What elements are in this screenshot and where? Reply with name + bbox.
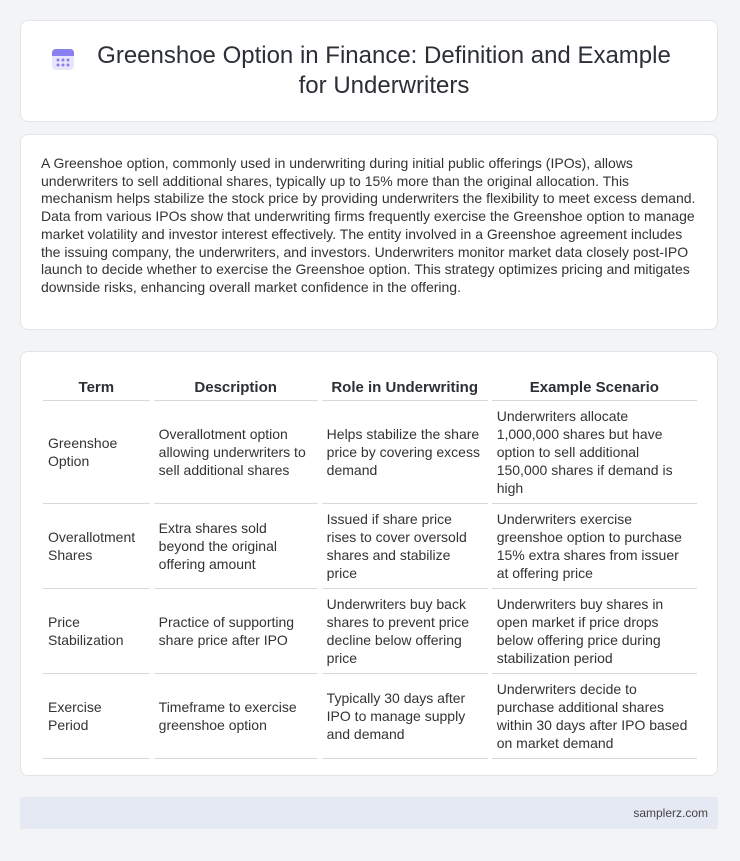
column-header-example: Example Scenario	[492, 374, 697, 401]
table-row	[43, 401, 697, 504]
table-row	[43, 504, 697, 589]
table-cell-description: Overallotment option allowing underwriters to sell additional shares	[154, 401, 318, 504]
table-cell-example: Underwriters allocate 1,000,000 shares but have option to sell additional 150,000 shares if demand is high	[492, 401, 697, 504]
summary-card	[20, 134, 718, 330]
column-header-term: Term	[43, 374, 150, 401]
table-cell-example: Underwriters exercise greenshoe option to purchase 15% extra shares from issuer at offering price	[492, 504, 697, 589]
column-header-role: Role in Underwriting	[322, 374, 488, 401]
definitions-table	[39, 374, 701, 759]
table-row	[43, 674, 697, 759]
table-cell-example: Underwriters decide to purchase additional shares within 30 days after IPO based on market demand	[492, 674, 697, 759]
footer	[20, 797, 718, 829]
table-cell-role: Issued if share price rises to cover oversold shares and stabilize price	[322, 504, 488, 589]
header-card	[20, 20, 718, 122]
summary-paragraph: A Greenshoe option, commonly used in underwriting during initial public offerings (IPOs), allows underwriters to sell additional shares, typically up to 15% more than the original allocation. This mechanism helps stabilize the stock price by providing underwriters the flexibility to meet excess demand. Data from various IPOs show that underwriting firms frequently exercise the Greenshoe option to manage market volatility and investor interest effectively. The entity involved in a Greenshoe agreement includes the issuing company, the underwriters, and investors. Underwriters monitor market data closely post-IPO launch to decide whether to exercise the Greenshoe option. This strategy optimizes pricing and mitigates downside risks, enhancing overall market confidence in the offering.	[41, 155, 696, 295]
table-cell-description: Extra shares sold beyond the original offering amount	[154, 504, 318, 589]
table-cell-example: Underwriters buy shares in open market if price drops below offering price during stabilization period	[492, 589, 697, 674]
table-cell-role: Underwriters buy back shares to prevent price decline below offering price	[322, 589, 488, 674]
table-cell-role: Typically 30 days after IPO to manage supply and demand	[322, 674, 488, 759]
table-cell-term: Price Stabilization	[43, 589, 150, 674]
table-cell-term: Overallotment Shares	[43, 504, 150, 589]
table-cell-role: Helps stabilize the share price by covering excess demand	[322, 401, 488, 504]
table-cell-term: Greenshoe Option	[43, 401, 150, 504]
column-header-description: Description	[154, 374, 318, 401]
table-header-row	[43, 374, 697, 401]
table-cell-term: Exercise Period	[43, 674, 150, 759]
page-title: Greenshoe Option in Finance: Definition and Example for Underwriters	[97, 42, 671, 99]
table-cell-description: Practice of supporting share price after IPO	[154, 589, 318, 674]
footer-site-link[interactable]: samplerz.com	[633, 806, 708, 820]
table-cell-description: Timeframe to exercise greenshoe option	[154, 674, 318, 759]
table-row	[43, 589, 697, 674]
table-card	[20, 351, 718, 776]
